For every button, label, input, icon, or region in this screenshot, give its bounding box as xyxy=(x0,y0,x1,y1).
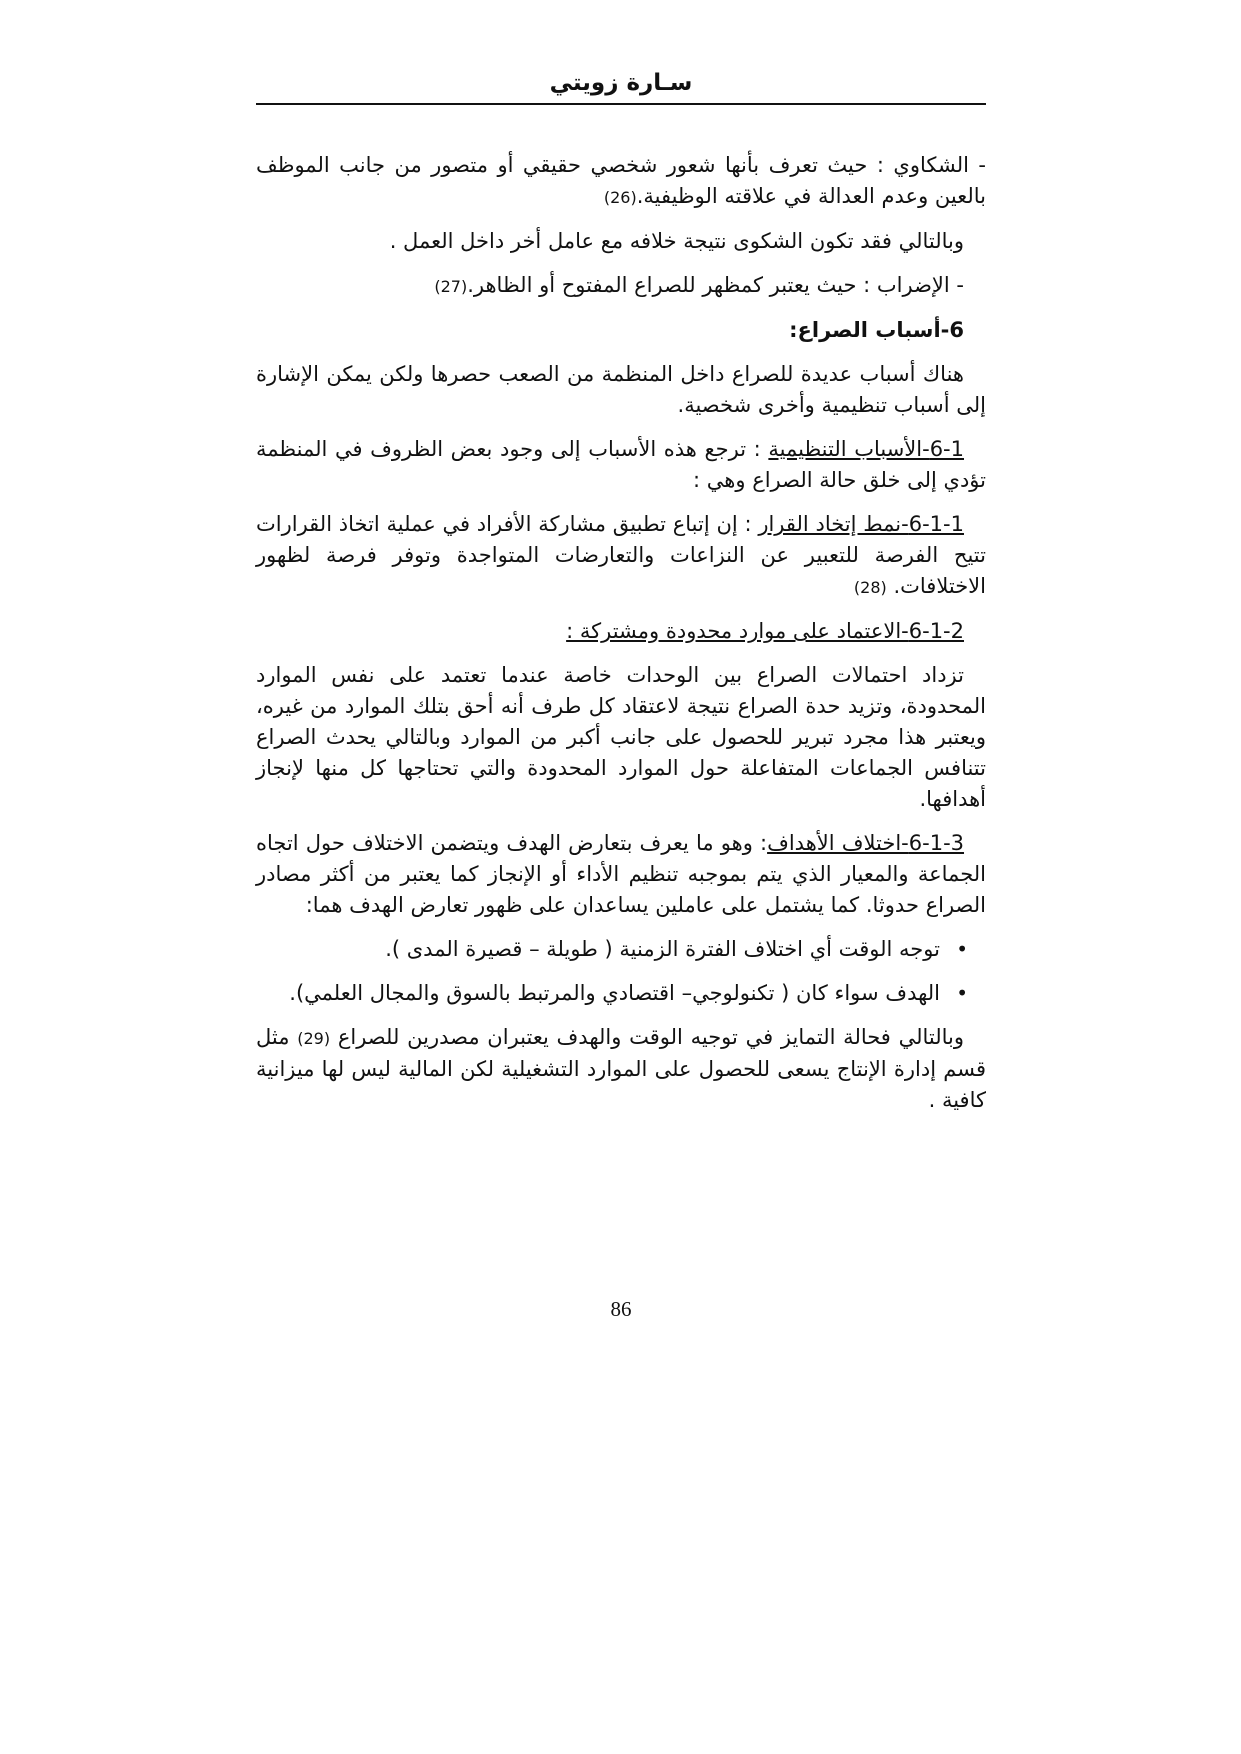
paragraph-complaints-result: وبالتالي فقد تكون الشكوى نتيجة خلافه مع عامل أخر داخل العمل . xyxy=(389,229,964,253)
page-body xyxy=(256,150,986,1129)
citation-27: (27) xyxy=(434,277,468,296)
goal-differences-text: : وهو ما يعرف بتعارض الهدف ويتضمن الاختلاف حول اتجاه الجماعة والمعيار الذي يتم بموجبه تنظيم الأداء أو الإنجاز كما يعتبر من أكثر مصادر الصراع حدوثا. كما يشتمل على عاملين يساعدان على ظهور تعارض الهدف هما: xyxy=(256,831,986,917)
heading-shared-resources: 6-1-2-الاعتماد على موارد محدودة ومشتركة : xyxy=(566,619,964,643)
paragraph-organizational-causes xyxy=(256,434,986,496)
organizational-causes-text: : ترجع هذه الأسباب إلى وجود بعض الظروف في المنظمة تؤدي إلى خلق حالة الصراع وهي : xyxy=(256,437,986,492)
paragraph-shared-resources-heading xyxy=(256,616,986,647)
paragraph-conclusion xyxy=(256,1022,986,1116)
bullet-icon: • xyxy=(956,937,968,961)
page-number: 86 xyxy=(610,1297,632,1321)
paragraph-decision-style xyxy=(256,509,986,603)
page-header-author: سـارة زويتي xyxy=(549,70,693,96)
conclusion-text-a: وبالتالي فحالة التمايز في توجيه الوقت والهدف يعتبران مصدرين للصراع xyxy=(337,1025,964,1049)
heading-organizational-causes: 6-1-الأسباب التنظيمية xyxy=(768,437,964,461)
conclusion-text-b: مثل قسم إدارة الإنتاج يسعى للحصول على الموارد التشغيلية لكن المالية ليس لها ميزانية كافية . xyxy=(256,1025,986,1112)
complaints-text: - الشكاوي : حيث تعرف بأنها شعور شخصي حقيقي أو متصور من جانب الموظف بالعين وعدم العدالة في علاقته الوظيفية. xyxy=(256,153,986,208)
paragraph-causes-intro: هناك أسباب عديدة للصراع داخل المنظمة من الصعب حصرها ولكن يمكن الإشارة إلى أسباب تنظيمية وأخرى شخصية. xyxy=(256,362,986,417)
header-rule xyxy=(256,103,986,105)
list-item xyxy=(256,978,986,1009)
citation-26: (26) xyxy=(603,188,637,207)
paragraph-goal-differences xyxy=(256,828,986,921)
paragraph-complaints xyxy=(256,150,986,213)
paragraph-strike xyxy=(256,270,986,302)
citation-28: (28) xyxy=(853,578,887,597)
list-item-text: الهدف سواء كان ( تكنولوجي– اقتصادي والمرتبط بالسوق والمجال العلمي). xyxy=(289,981,940,1005)
goal-factors-list xyxy=(256,934,986,1009)
bullet-icon: • xyxy=(956,981,968,1005)
decision-style-text: : إن إتباع تطبيق مشاركة الأفراد في عملية اتخاذ القرارات تتيح الفرصة للتعبير عن النزاعات والتعارضات المتواجدة وتوفر فرصة لظهور الاختلافات. xyxy=(256,512,986,598)
list-item xyxy=(256,934,986,965)
paragraph-shared-resources: تزداد احتمالات الصراع بين الوحدات خاصة عندما تعتمد على نفس الموارد المحدودة، وتزيد حدة الصراع نتيجة لاعتقاد كل طرف أنه أحق بتلك الموارد من غيره، ويعتبر هذا مجرد تبرير للحصول على جانب أكبر من الموارد وبالتالي يحدث الصراع تتنافس الجماعات المتفاعلة حول الموارد المحدودة والتي تحتاجها كل منها لإنجاز أهدافها. xyxy=(256,663,986,811)
section-title-causes: 6-أسباب الصراع: xyxy=(789,318,964,342)
strike-text: - الإضراب : حيث يعتبر كمظهر للصراع المفتوح أو الظاهر. xyxy=(467,273,964,297)
heading-goal-differences: 6-1-3-اختلاف الأهداف xyxy=(767,831,965,855)
list-item-text: توجه الوقت أي اختلاف الفترة الزمنية ( طويلة – قصيرة المدى ). xyxy=(385,937,940,961)
citation-29: (29) xyxy=(297,1029,331,1048)
heading-decision-style: 6-1-1-نمط إتخاد القرار xyxy=(758,512,964,536)
